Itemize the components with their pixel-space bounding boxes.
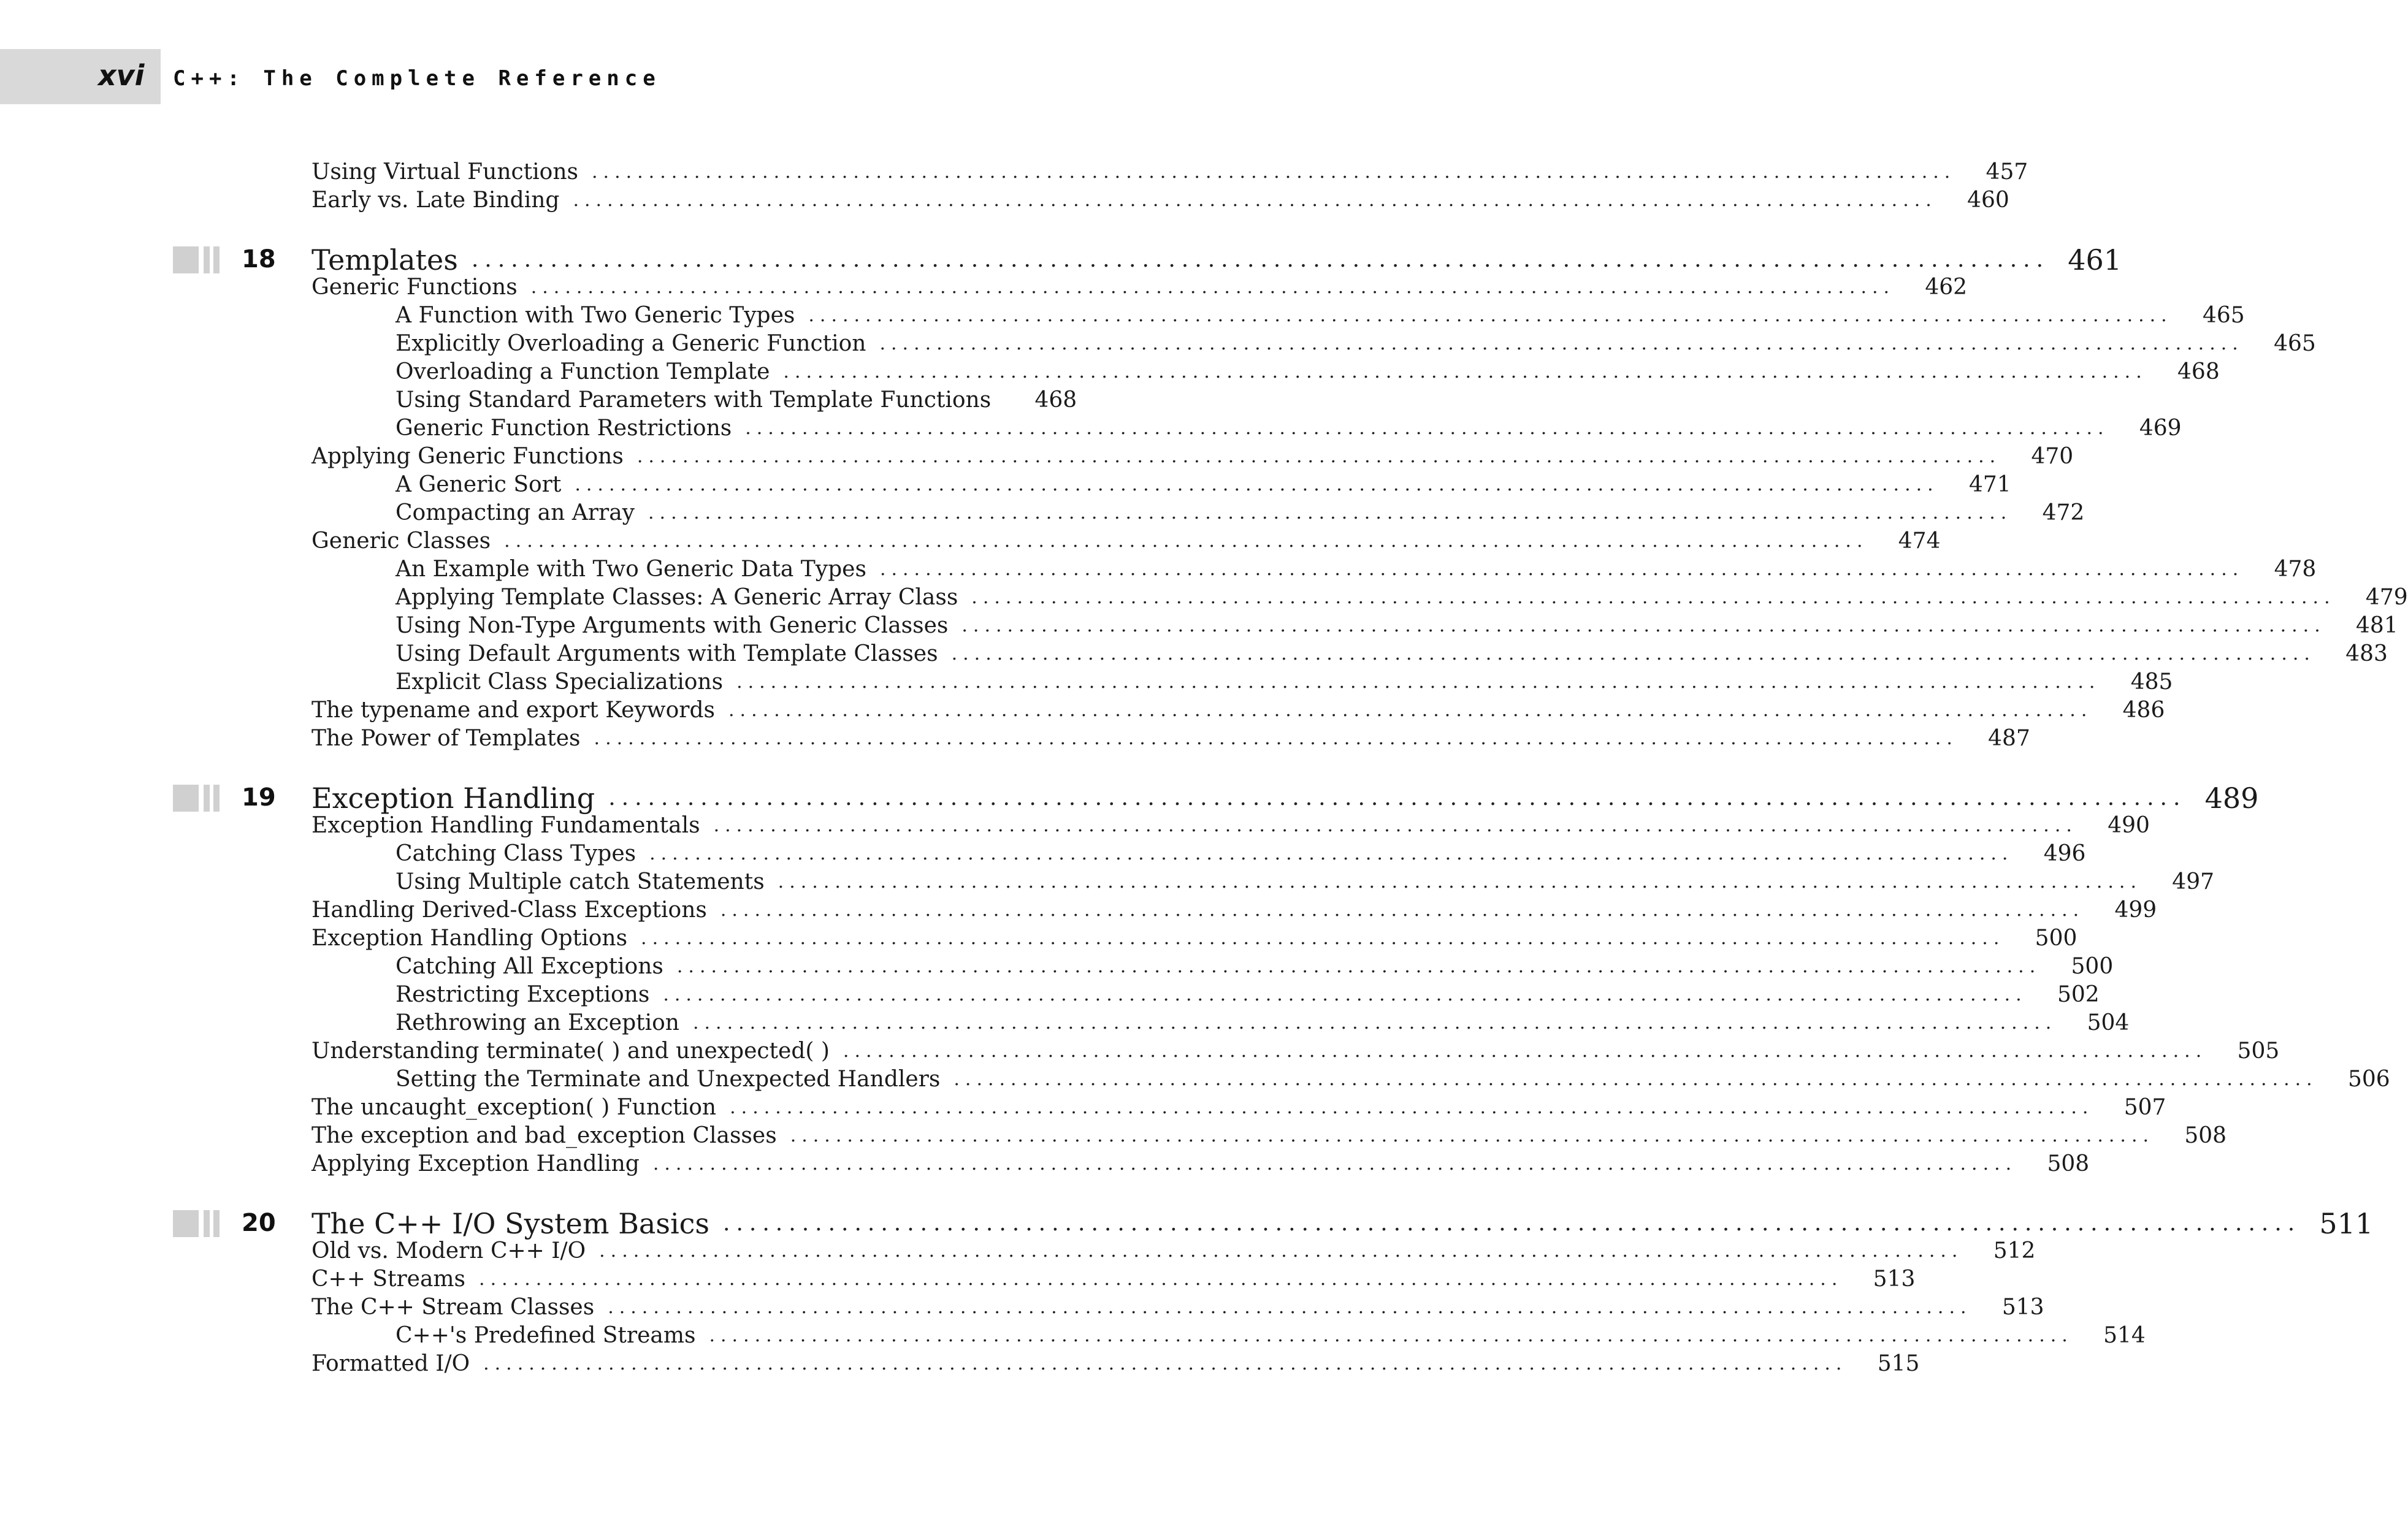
toc-entry bbox=[396, 953, 2114, 981]
dot-leader: ........................................................................................................................ bbox=[648, 502, 2012, 524]
entry-title: Using Default Arguments with Template Classes bbox=[396, 641, 938, 666]
entry-title: Using Multiple catch Statements bbox=[396, 869, 765, 894]
dot-leader: ........................................................................................................................ bbox=[728, 699, 2093, 721]
page-number: 486 bbox=[2122, 698, 2165, 723]
dot-leader: ........................................................................................................................ bbox=[736, 671, 2101, 693]
entry-title: The typename and export Keywords bbox=[312, 698, 716, 723]
toc-entry bbox=[312, 1350, 1920, 1378]
dot-leader: ........................................................................................................................ bbox=[778, 871, 2142, 893]
toc-entry bbox=[312, 924, 2077, 953]
entry-title: Rethrowing an Exception bbox=[396, 1010, 679, 1035]
toc-entry bbox=[396, 1009, 2130, 1037]
page-number: 511 bbox=[2319, 1207, 2374, 1240]
page-number: 462 bbox=[1925, 275, 1968, 300]
page-number: 512 bbox=[1993, 1238, 2036, 1263]
toc-entry bbox=[312, 1237, 2036, 1265]
toc-entry bbox=[396, 471, 2011, 499]
dot-leader: ........................................................................................................................ bbox=[594, 728, 1958, 749]
entry-title: The exception and bad_exception Classes bbox=[312, 1123, 777, 1148]
entry-title: Explicit Class Specializations bbox=[396, 669, 724, 695]
toc-entry bbox=[396, 386, 1077, 414]
toc-entry bbox=[312, 812, 2150, 840]
page-number: 497 bbox=[2172, 869, 2215, 894]
page-number: 502 bbox=[2057, 982, 2100, 1007]
page-number: 505 bbox=[2237, 1038, 2280, 1064]
dot-leader: ........................................................................................................................ bbox=[730, 1097, 2094, 1118]
toc-entry bbox=[312, 1150, 2090, 1178]
toc-entry bbox=[396, 668, 2173, 696]
page-number: 470 bbox=[2031, 444, 2074, 469]
page-number: 472 bbox=[2042, 500, 2085, 525]
page-folio: xvi bbox=[98, 59, 145, 92]
toc-entry bbox=[312, 1037, 2280, 1065]
chapter-title: The C++ I/O System Basics bbox=[312, 1207, 710, 1240]
dot-leader: ........................................................................................................................ bbox=[471, 247, 2050, 272]
dot-leader: ........................................................................................................................ bbox=[713, 815, 2077, 836]
toc-entry bbox=[396, 499, 2085, 527]
entry-title: The uncaught_exception( ) Function bbox=[312, 1095, 717, 1120]
page-number: 514 bbox=[2103, 1323, 2146, 1348]
dot-leader: ........................................................................................................................ bbox=[504, 530, 1868, 552]
page-number: 499 bbox=[2114, 897, 2157, 923]
dot-leader: ........................................................................................................................ bbox=[692, 1012, 2057, 1034]
entry-title: Catching Class Types bbox=[396, 841, 636, 866]
dot-leader: ........................................................................................................................ bbox=[479, 1268, 1843, 1290]
toc-entry bbox=[312, 696, 2165, 725]
page-number: 465 bbox=[2203, 303, 2245, 328]
toc-entry bbox=[312, 725, 2030, 753]
toc-entry bbox=[312, 186, 2009, 215]
entry-title: Generic Functions bbox=[312, 275, 518, 300]
entry-title: Overloading a Function Template bbox=[396, 359, 770, 384]
page-number: 468 bbox=[1034, 387, 1077, 413]
entry-title: A Function with Two Generic Types bbox=[396, 303, 795, 328]
toc-entry bbox=[396, 302, 2245, 330]
running-title: C++: The Complete Reference bbox=[173, 66, 661, 91]
dot-leader: ........................................................................................................................ bbox=[652, 1153, 2017, 1175]
page-number: 487 bbox=[1988, 726, 2030, 751]
page-number: 461 bbox=[2068, 243, 2122, 276]
entry-title: Catching All Exceptions bbox=[396, 954, 663, 979]
chapter-number: 19 bbox=[242, 783, 276, 812]
page-number: 465 bbox=[2274, 331, 2316, 356]
page-number: 481 bbox=[2356, 613, 2398, 638]
entry-title: Exception Handling Fundamentals bbox=[312, 813, 700, 838]
entry-title: Restricting Exceptions bbox=[396, 982, 650, 1007]
dot-leader: ........................................................................................................................ bbox=[573, 189, 1937, 211]
toc-entry bbox=[396, 868, 2215, 896]
toc-entry bbox=[396, 612, 2398, 640]
entry-title: C++ Streams bbox=[312, 1267, 466, 1292]
chapter-entry bbox=[312, 1205, 2374, 1242]
chapter-number: 18 bbox=[242, 245, 276, 273]
dot-leader: ........................................................................................................................ bbox=[879, 333, 2244, 354]
page-number: 478 bbox=[2274, 557, 2317, 582]
entry-title: Formatted I/O bbox=[312, 1351, 470, 1376]
chapter-number: 20 bbox=[242, 1209, 276, 1237]
dot-leader: ........................................................................................................................ bbox=[745, 417, 2109, 439]
entry-title: Using Non-Type Arguments with Generic Classes bbox=[396, 613, 949, 638]
chapter-marker-icon bbox=[173, 1210, 222, 1237]
dot-leader: ........................................................................................................................ bbox=[783, 361, 2147, 383]
page-number: 504 bbox=[2087, 1010, 2130, 1035]
toc-entry bbox=[312, 1293, 2044, 1322]
dot-leader: ........................................................................................................................ bbox=[720, 899, 2085, 921]
entry-title: Using Standard Parameters with Template Functions bbox=[396, 387, 992, 413]
chapter-marker-icon bbox=[173, 246, 222, 273]
entry-title: Applying Generic Functions bbox=[312, 444, 624, 469]
entry-title: Explicitly Overloading a Generic Function bbox=[396, 331, 866, 356]
page-number: 457 bbox=[1986, 159, 2028, 185]
toc-entry bbox=[312, 158, 2028, 186]
entry-title: Setting the Terminate and Unexpected Handlers bbox=[396, 1067, 941, 1092]
entry-title: Old vs. Modern C++ I/O bbox=[312, 1238, 586, 1263]
dot-leader: ........................................................................................................................ bbox=[663, 984, 2027, 1005]
toc-entry bbox=[396, 555, 2317, 584]
toc-entry bbox=[396, 414, 2182, 443]
dot-leader: ........................................................................................................................ bbox=[808, 305, 2173, 326]
toc-entry bbox=[312, 1094, 2166, 1122]
dot-leader: ........................................................................................................................ bbox=[641, 928, 2005, 949]
page-number: 471 bbox=[1968, 472, 2011, 497]
entry-title: Handling Derived-Class Exceptions bbox=[312, 897, 707, 923]
entry-title: Using Virtual Functions bbox=[312, 159, 578, 185]
toc-entry bbox=[396, 640, 2388, 668]
page-number: 513 bbox=[1873, 1267, 1916, 1292]
toc-entry bbox=[312, 273, 1968, 302]
page-number: 513 bbox=[2001, 1295, 2044, 1320]
page-number: 508 bbox=[2184, 1123, 2227, 1148]
entry-title: Understanding terminate( ) and unexpected( ) bbox=[312, 1038, 830, 1064]
entry-title: The Power of Templates bbox=[312, 726, 581, 751]
entry-title: C++'s Predefined Streams bbox=[396, 1323, 696, 1348]
page-number: 496 bbox=[2043, 841, 2086, 866]
page-number: 489 bbox=[2204, 782, 2259, 815]
entry-title: A Generic Sort bbox=[396, 472, 562, 497]
page-number: 468 bbox=[2177, 359, 2220, 384]
dot-leader: ........................................................................................................................ bbox=[599, 1240, 1963, 1262]
entry-title: Compacting an Array bbox=[396, 500, 635, 525]
dot-leader: ........................................................................................................................ bbox=[676, 956, 2041, 977]
toc-entry bbox=[396, 584, 2408, 612]
page-number: 500 bbox=[2071, 954, 2114, 979]
toc-entry bbox=[312, 896, 2157, 924]
entry-title: Generic Function Restrictions bbox=[396, 416, 732, 441]
dot-leader: ........................................................................................................................ bbox=[879, 558, 2244, 580]
dot-leader: ........................................................................................................................ bbox=[575, 474, 1939, 495]
page-number: 474 bbox=[1898, 528, 1941, 554]
chapter-entry bbox=[312, 242, 2122, 278]
toc-entry bbox=[396, 1065, 2390, 1094]
dot-leader: ........................................................................................................................ bbox=[608, 785, 2187, 810]
dot-leader: ........................................................................................................................ bbox=[723, 1211, 2301, 1236]
dot-leader: ........................................................................................................................ bbox=[954, 1069, 2318, 1090]
page-number: 515 bbox=[1877, 1351, 1920, 1376]
page-number: 507 bbox=[2123, 1095, 2166, 1120]
toc-entry bbox=[312, 1265, 1916, 1293]
toc-entry bbox=[312, 1122, 2227, 1150]
page-number: 485 bbox=[2130, 669, 2173, 695]
entry-title: Generic Classes bbox=[312, 528, 491, 554]
entry-title: Applying Exception Handling bbox=[312, 1151, 640, 1176]
page-number: 490 bbox=[2108, 813, 2150, 838]
dot-leader: ........................................................................................................................ bbox=[608, 1297, 1972, 1318]
chapter-marker-icon bbox=[173, 785, 222, 812]
entry-title: The C++ Stream Classes bbox=[312, 1295, 595, 1320]
dot-leader: ........................................................................................................................ bbox=[951, 643, 2315, 665]
page-number: 483 bbox=[2345, 641, 2388, 666]
toc-entry bbox=[396, 358, 2220, 386]
chapter-title: Exception Handling bbox=[312, 782, 595, 815]
entry-title: Applying Template Classes: A Generic Array Class bbox=[396, 585, 958, 610]
dot-leader: ........................................................................................................................ bbox=[592, 161, 1956, 183]
chapter-entry bbox=[312, 780, 2259, 817]
page-number: 508 bbox=[2047, 1151, 2090, 1176]
page-number: 479 bbox=[2365, 585, 2408, 610]
dot-leader: ........................................................................................................................ bbox=[636, 446, 2001, 467]
entry-title: Early vs. Late Binding bbox=[312, 188, 560, 213]
page-number: 500 bbox=[2035, 926, 2077, 951]
toc-entry bbox=[396, 330, 2316, 358]
dot-leader: ........................................................................................................................ bbox=[649, 843, 2014, 864]
dot-leader: ........................................................................................................................ bbox=[790, 1125, 2155, 1146]
toc-entry bbox=[396, 981, 2100, 1009]
dot-leader: ........................................................................................................................ bbox=[971, 587, 2336, 608]
dot-leader: ........................................................................................................................ bbox=[709, 1325, 2073, 1346]
dot-leader: ........................................................................................................................ bbox=[483, 1353, 1848, 1374]
entry-title: Exception Handling Options bbox=[312, 926, 628, 951]
chapter-title: Templates bbox=[312, 243, 458, 276]
toc-entry bbox=[312, 443, 2074, 471]
page-number: 460 bbox=[1967, 188, 2009, 213]
entry-title: An Example with Two Generic Data Types bbox=[396, 557, 866, 582]
toc-entry bbox=[396, 1322, 2146, 1350]
toc-entry bbox=[396, 840, 2086, 868]
dot-leader: ........................................................................................................................ bbox=[530, 276, 1895, 298]
dot-leader: ........................................................................................................................ bbox=[843, 1040, 2207, 1062]
toc-entry bbox=[312, 527, 1941, 555]
page-number: 469 bbox=[2139, 416, 2182, 441]
page-number: 506 bbox=[2348, 1067, 2390, 1092]
dot-leader: ........................................................................................................................ bbox=[961, 615, 2326, 636]
